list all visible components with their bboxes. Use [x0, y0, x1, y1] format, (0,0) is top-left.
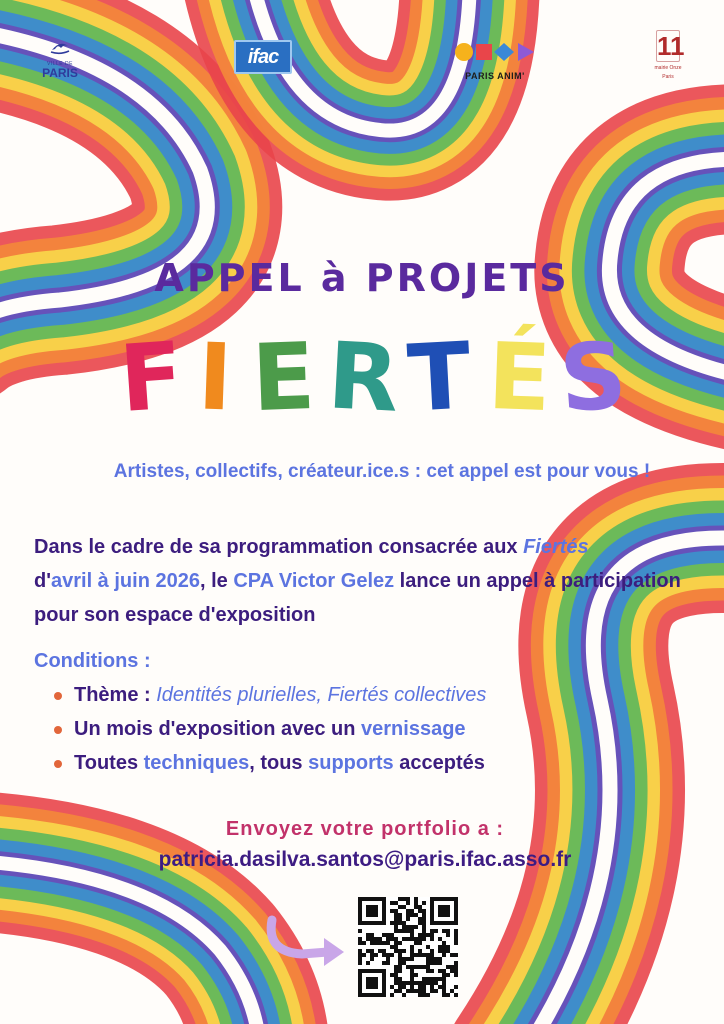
condition-2-highlight: vernissage — [361, 718, 466, 740]
fiertes-letter: E — [250, 322, 317, 433]
condition-3-text-a: Toutes — [74, 752, 144, 774]
bullet-icon — [54, 726, 62, 734]
intro-text-2: d' — [34, 570, 51, 592]
intro-text-1: Dans le cadre de sa programmation consacrée aux — [34, 536, 524, 558]
mairie-onze-logo — [650, 30, 686, 80]
mairie-onze-text-2: Paris — [662, 74, 674, 80]
fiertes-letter: S — [556, 321, 630, 434]
intro-text-4: lance un appel à participation pour son espace d'exposition — [34, 570, 681, 626]
intro-paragraph — [34, 530, 694, 632]
paris-anim-logo — [450, 42, 540, 81]
condition-3-text-e: acceptés — [393, 752, 485, 774]
paris-anim-shapes-icon — [454, 42, 536, 62]
contact-email-link[interactable]: patricia.dasilva.santos@paris.ifac.asso.fr — [158, 848, 572, 871]
appel-a-projets-heading: APPEL à PROJETS — [154, 256, 570, 300]
intro-fiertes: Fiertés — [523, 536, 589, 558]
condition-item — [52, 678, 672, 712]
curved-arrow-icon — [262, 912, 348, 968]
fiertes-letter: F — [116, 321, 187, 434]
mairie-onze-text-1: mairie Onze — [654, 65, 682, 71]
condition-1-label: Thème : — [74, 684, 157, 706]
conditions-title: Conditions : — [34, 650, 151, 672]
fiertes-letter: T — [405, 322, 474, 433]
paris-logo-text: PARIS — [42, 66, 78, 80]
bullet-icon — [54, 692, 62, 700]
intro-cpa: CPA Victor Gelez — [233, 570, 395, 592]
condition-3-supports: supports — [308, 752, 394, 774]
condition-2-text: Un mois d'exposition avec un — [74, 718, 362, 740]
condition-item — [52, 746, 672, 780]
fiertes-letter: É — [486, 322, 553, 433]
mairie-onze-number: 11 — [657, 31, 685, 61]
condition-3-techniques: techniques — [143, 752, 250, 774]
condition-3-text-c: , tous — [249, 752, 309, 774]
paris-ship-icon — [49, 38, 71, 56]
bullet-icon — [54, 760, 62, 768]
tagline: Artistes, collectifs, créateur.ice.s : cet appel est pour vous ! — [113, 461, 651, 482]
conditions-list — [52, 678, 672, 780]
intro-text-3: , le — [199, 570, 234, 592]
paris-logo-small-text: VILLE DE — [47, 61, 73, 67]
ifac-logo: ifac — [234, 40, 292, 74]
condition-item — [52, 712, 672, 746]
intro-dates: avril à juin 2026 — [50, 570, 200, 592]
fiertes-letter: R — [325, 322, 402, 433]
condition-1-value: Identités plurielles, Fiertés collectives — [156, 684, 487, 706]
fiertes-title — [116, 321, 640, 434]
qr-code[interactable] — [358, 897, 458, 997]
fiertes-letter: I — [196, 323, 235, 432]
paris-anim-logo-text: PARIS ANIM' — [465, 71, 525, 81]
ville-de-paris-logo — [34, 38, 86, 80]
envoyez-portfolio-text: Envoyez votre portfolio a : — [225, 818, 505, 840]
